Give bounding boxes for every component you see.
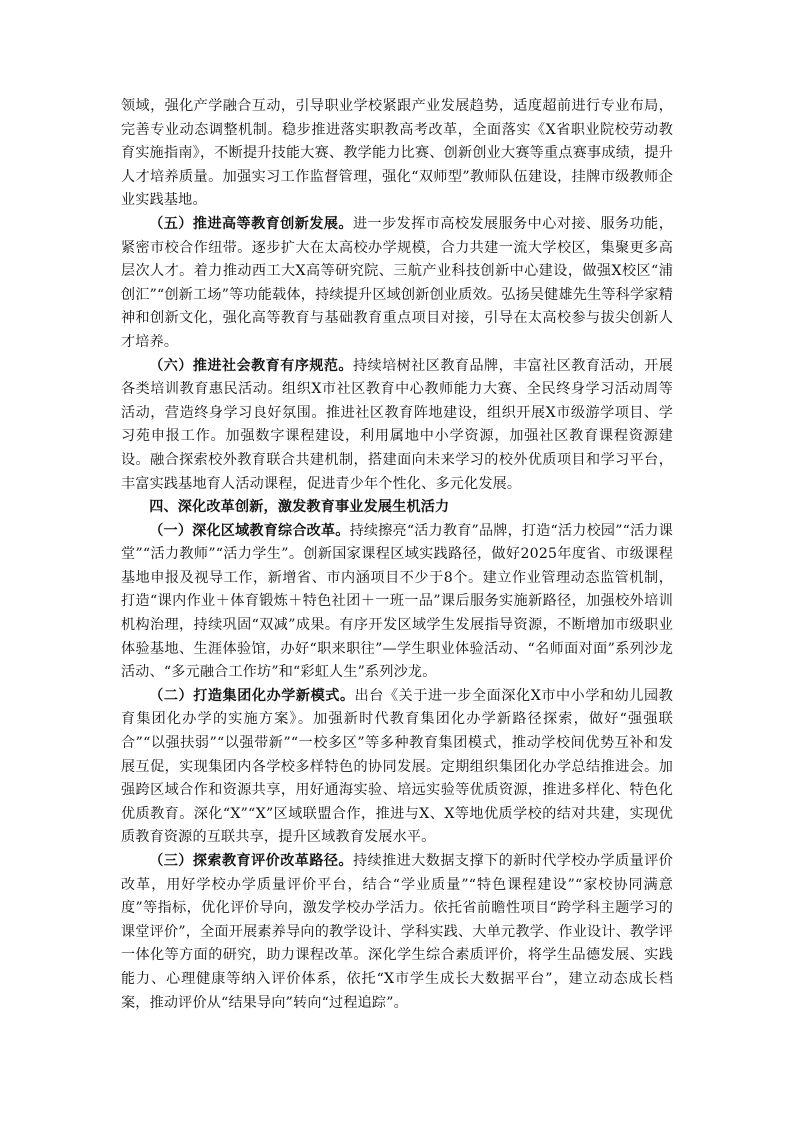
paragraph-heading: （一）深化区域教育综合改革。 (149, 522, 350, 539)
paragraph-heading: （三）探索教育评价改革路径。 (149, 853, 353, 869)
intro-paragraph: 领域，强化产学融合互动，引导职业学校紧跟产业发展趋势，适度超前进行专业布局，完善专业动态调整机制。稳步推进落实职教高考改革，全面落实《X省职业院校劳动教育实施指南》，不断提升技能大赛、教学能力比赛、创新创业大赛等重点赛事成绩，提升人才培养质量。加强实习工作监督管理，强化“双师型”教师队伍建设，挂牌市级教师企业实践基地。 (121, 98, 673, 209)
paragraph-regional-reform (121, 520, 673, 685)
paragraph-text: 持续推进大数据支撑下的新时代学校办学质量评价改革，用好学校办学质量评价平台，结合“学业质量”“特色课程建设”“家校协同满意度”等指标，优化评价导向，激发学校办学活力。依托省前瞻性项目“跨学科主题学习的课堂评价”，全面开展素养导向的教学设计、学科实践、大单元教学、作业设计、教学评一体化等方面的研究，助力课程改革。深化学生综合素质评价，将学生品德发展、实践能力、心理健康等纳入评价体系，依托“X市学生成长大数据平台”，建立动态成长档案，推动评价从“结果导向”转向“过程追踪”。 (121, 853, 673, 1011)
paragraph-social-education (121, 355, 673, 497)
paragraph-heading: （六）推进社会教育有序规范。 (149, 357, 353, 374)
paragraph-higher-education (121, 213, 673, 355)
section-heading: 四、深化改革创新，激发教育事业发展生机活力 (149, 499, 450, 516)
paragraph-text: 进一步发挥市高校发展服务中心对接、服务功能，紧密市校合作纽带。逐步扩大在太高校办学规模，合力共建一流大学校区，集聚更多高层次人才。着力推动西工大X高等研究院、三航产业科技创新中心建设，做强X校区“浦创汇”“创新工场”等功能载体，持续提升区域创新创业质效。弘扬吴健雄先生等科学家精神和创新文化，强化高等教育与基础教育重点项目对接，引导在太高校参与拔尖创新人才培养。 (121, 215, 673, 350)
paragraph-evaluation-reform (121, 850, 673, 1015)
paragraph-heading: （五）推进高等教育创新发展。 (149, 215, 353, 232)
document-body (121, 95, 673, 1015)
paragraph-heading: （二）打造集团化办学新模式。 (149, 687, 355, 704)
paragraph-text: 持续培树社区教育品牌，丰富社区教育活动，开展各类培训教育惠民活动。组织X市社区教育中心教师能力大赛、全民终身学习活动周等活动，营造终身学习良好氛围。推进社区教育阵地建设，组织开展X市级游学项目、学习苑申报工作。加强数字课程建设，利用属地中小学资源，加强社区教育课程资源建设。融合探索校外教育联合共建机制，搭建面向未来学习的校外优质项目和学习平台，丰富实践基地育人活动课程，促进青少年个性化、多元化发展。 (121, 357, 673, 492)
paragraph-group-schooling (121, 685, 673, 850)
paragraph-text: 出台《关于进一步全面深化X市中小学和幼儿园教育集团化办学的实施方案》。加强新时代教育集团化办学新路径探索，做好“强强联合”“以强扶弱”“以强带新”“一校多区”等多种教育集团模式，推动学校间优势互补和发展互促，实现集团内各学校多样特色的协同发展。定期组织集团化办学总结推进会。加强跨区域合作和资源共享，用好通海实验、培远实验等优质资源，推进多样化、特色化优质教育。深化“X”“X”区域联盟合作，推进与X、X等地优质学校的结对共建，实现优质教育资源的互联共享，提升区域教育发展水平。 (121, 687, 673, 846)
paragraph-text: 持续擦亮“活力教育”品牌，打造“活力校园”“活力课堂”“活力教师”“活力学生”。创新国家课程区域实践路径，做好2025年度省、市级课程基地申报及视导工作，新增省、市内涵项目不少于8个。建立作业管理动态监管机制，打造“课内作业＋体育锻炼＋特色社团＋一班一品”课后服务实施新路径，加强校外培训机构治理，持续巩固“双减”成果。有序开发区域学生发展指导资源，不断增加市级职业体验基地、生涯体验馆，办好“职来职往”—学生职业体验活动、“名师面对面”系列沙龙活动、“多元融合工作坊”和“彩虹人生”系列沙龙。 (121, 522, 673, 681)
